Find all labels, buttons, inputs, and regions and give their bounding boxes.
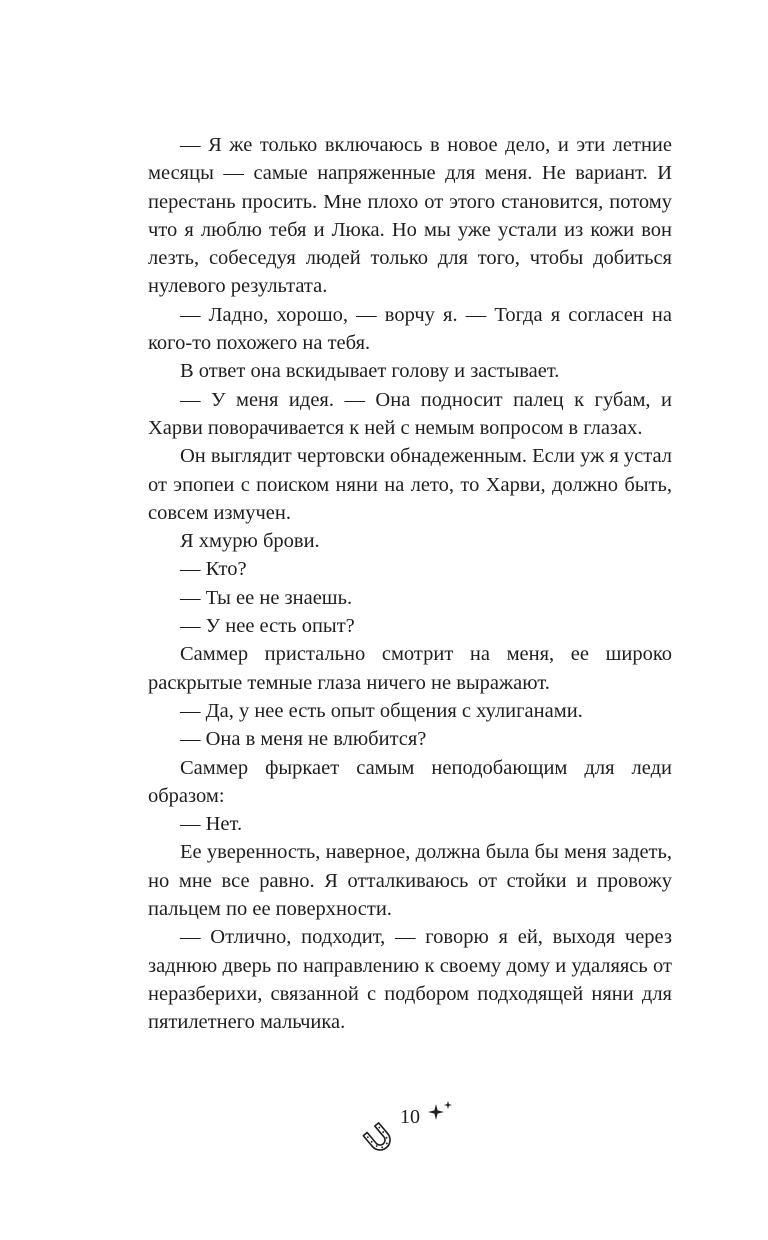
paragraph: — Да, у нее есть опыт общения с хулиганами. [180,699,583,722]
paragraph: — Отлично, подходит, — говорю я ей, выходя через заднюю дверь по направлению к своему дому и удаляясь от неразберихи, связанной с подбором подходящей няни для пятилетнего мальчика. [148,926,672,1034]
paragraph: — Она в меня не влюбится? [180,728,427,751]
paragraph: — У нее есть опыт? [180,615,355,638]
paragraph: — Кто? [180,558,247,581]
paragraph: Я хмурю брови. [180,530,320,553]
horseshoe-icon [360,1120,400,1160]
book-page-text [148,131,672,1037]
paragraph: — Ладно, хорошо, — ворчу я. — Тогда я согласен на кого-то похожего на тебя. [148,303,672,355]
paragraph: Саммер пристально смотрит на меня, ее широко раскрытые темные глаза ничего не выражают. [148,643,672,694]
paragraph: Саммер фыркает самым неподобающим для леди образом: [148,756,672,807]
sparkle-icon [428,1100,456,1124]
paragraph: Он выглядит чертовски обнадеженным. Если уж я устал от эпопеи с поиском няни на лето, то Харви, должно быть, совсем измучен. [148,445,672,524]
page-footer [360,1094,470,1164]
paragraph: В ответ она вскидывает голову и застывает. [180,360,560,383]
paragraph: Ее уверенность, наверное, должна была бы меня задеть, но мне все равно. Я отталкиваюсь от стойки и провожу пальцем по ее поверхности. [148,841,672,921]
page-number: 10 [400,1106,420,1128]
paragraph: — Нет. [180,813,243,836]
paragraph: — Я же только включаюсь в новое дело, и эти летние месяцы — самые напряженные для меня. Не вариант. И перестань просить. Мне плохо от этого становится, потому что я люблю тебя и Люка. Но мы уже устали из кожи вон лезть, собеседуя людей только для того, чтобы добиться нулевого результата. [148,134,672,298]
paragraph: — Ты ее не знаешь. [180,586,353,609]
paragraph: — У меня идея. — Она подносит палец к губам, и Харви поворачивается к ней с немым вопросом в глазах. [148,388,672,439]
